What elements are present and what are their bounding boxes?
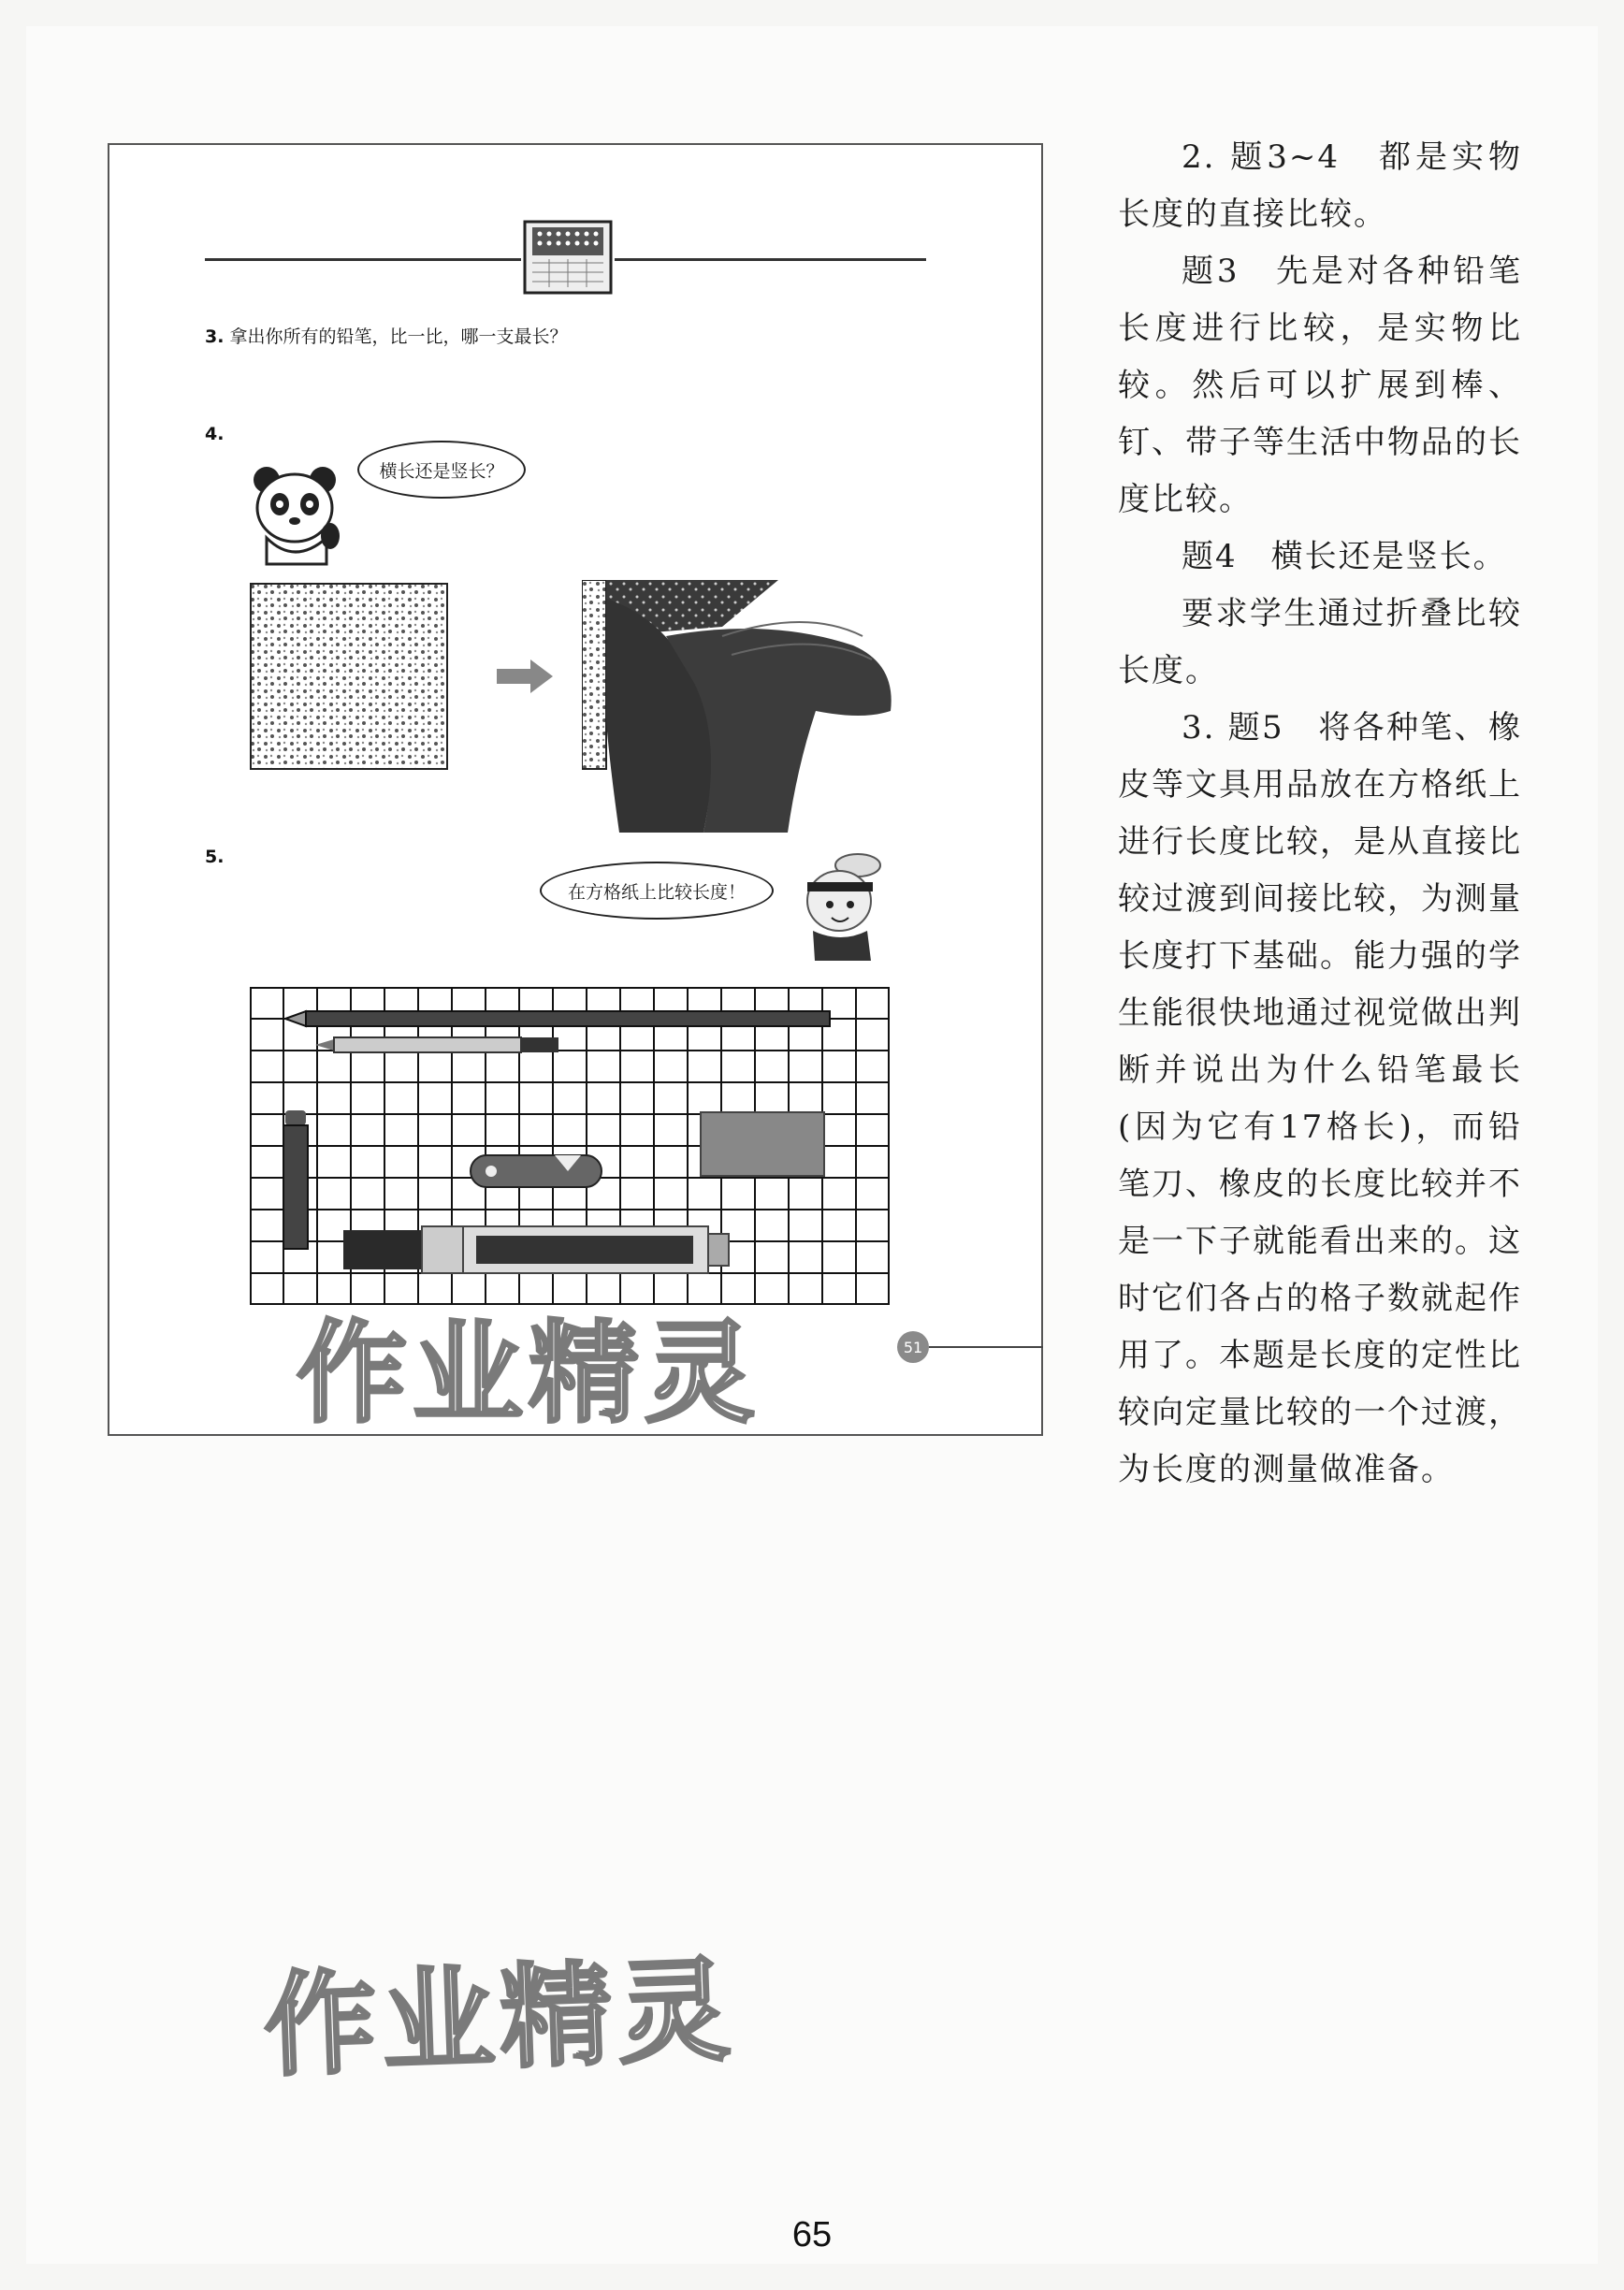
commentary-paragraph-5: 3. 题5 将各种笔、橡皮等文具用品放在方格纸上进行长度比较，是从直接比较过渡到间接比较，为测量长度打下基础。能力强的学生能很快地通过视觉做出判断并说出为什么铅笔最长(因为它有17格长)，而铅笔刀、橡皮的长度比较并不是一下子就能看出来的。这时它们各占的格子数就起作用了。本题是长度的定性比较向定量比较的一个过渡，为长度的测量做准备。 xyxy=(1118,709,1522,1488)
grid-paper-with-stationery xyxy=(250,987,890,1305)
textbook-page-badge: 51 xyxy=(897,1331,929,1363)
abacus-icon xyxy=(521,218,615,297)
question-4-speech-bubble: 横长还是竖长？ xyxy=(357,441,526,499)
commentary xyxy=(1118,129,1522,1499)
page-number: 65 xyxy=(791,2215,833,2254)
question-5-speech-bubble: 在方格纸上比较长度！ xyxy=(540,862,774,920)
commentary-paragraph-2: 题3 先是对各种铅笔长度进行比较，是实物比较。然后可以扩展到棒、钉、带子等生活中物品的长度比较。 xyxy=(1118,253,1522,518)
panda-illustration xyxy=(248,463,341,566)
question-3-text: 拿出你所有的铅笔，比一比，哪一支最长？ xyxy=(229,326,568,347)
question-3 xyxy=(205,323,567,348)
page-badge-rule xyxy=(929,1346,1043,1348)
rabbit-illustration xyxy=(792,850,895,963)
question-5-number: 5. xyxy=(205,847,225,867)
question-3-number: 3. xyxy=(205,326,225,347)
commentary-paragraph-3: 题4 横长还是竖长。 xyxy=(1182,538,1507,575)
bottom-watermark: 作业精灵 xyxy=(262,1946,738,2093)
textbook-scan xyxy=(108,143,1043,1436)
right-arrow-icon xyxy=(495,658,555,695)
header-rule-right xyxy=(615,258,926,261)
textbook-watermark: 作业精灵 xyxy=(297,1309,761,1438)
commentary-paragraph-4: 要求学生通过折叠比较长度。 xyxy=(1118,595,1522,689)
folding-paper-hands xyxy=(582,580,896,833)
patterned-paper-square xyxy=(250,583,448,770)
question-4-number: 4. xyxy=(205,424,225,444)
header-rule-left xyxy=(205,258,521,261)
commentary-paragraph-1: 2. 题3~4 都是实物长度的直接比较。 xyxy=(1118,138,1522,233)
